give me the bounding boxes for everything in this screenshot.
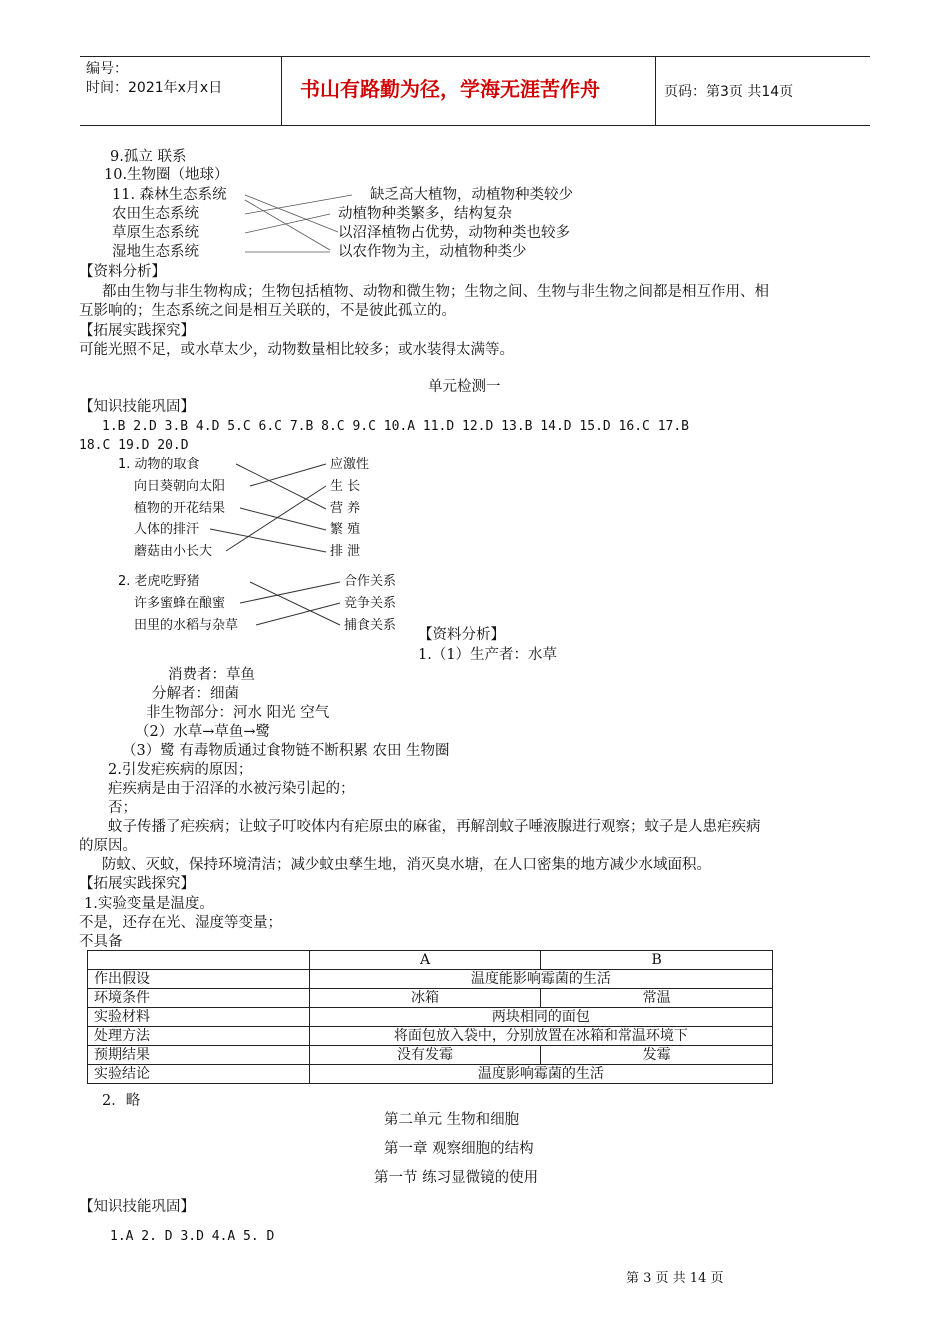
table-cell: 两块相同的面包 — [309, 1008, 772, 1027]
match1-right-item: 排 泄 — [330, 544, 361, 559]
analysis2-decomposer: 分解者：细菌 — [152, 686, 239, 702]
practice-text: 可能光照不足，或水草太少，动物数量相比较多；或水装得太满等。 — [79, 342, 514, 358]
header-number: 编号： — [86, 61, 128, 77]
answers-row: 18.C 19.D 20.D — [79, 438, 189, 453]
analysis2-q1-2: （2）水草→草鱼→鹭 — [135, 724, 271, 740]
header-page-indicator: 页码：第3页 共14页 — [664, 84, 794, 100]
table-header-a: A — [309, 951, 541, 970]
practice2-p2: 不是，还存在光、湿度等变量； — [79, 915, 282, 931]
practice2-p3: 不具备 — [79, 934, 123, 950]
analysis2-q2-c: 的原因。 — [79, 838, 137, 854]
match1-right-item: 应激性 — [330, 457, 370, 472]
match1-right-item: 繁 殖 — [330, 522, 361, 537]
match11-left-item: 11. 森林生态系统 — [112, 187, 227, 203]
table-row-label: 环境条件 — [88, 989, 310, 1008]
header-time: 时间：2021年x月x日 — [86, 80, 223, 96]
match2-right-item: 捕食关系 — [344, 618, 397, 633]
header-motto: 书山有路勤为径，学海无涯苦作舟 — [300, 77, 600, 101]
answer-9: 9.孤立 联系 — [110, 149, 187, 165]
match2-left-item: 许多蜜蜂在酿蜜 — [134, 596, 226, 611]
table-cell: 温度影响霉菌的生活 — [309, 1065, 772, 1084]
match2-right-item: 竞争关系 — [344, 596, 397, 611]
match2-right-item: 合作关系 — [344, 574, 397, 589]
table-cell: 没有发霉 — [309, 1046, 541, 1065]
analysis2-consumer: 消费者：草鱼 — [168, 667, 255, 683]
match11-right-item: 动植物种类繁多，结构复杂 — [338, 206, 512, 222]
analysis-text: 都由生物与非生物构成；生物包括植物、动物和微生物；生物之间、生物与非生物之间都是相互作用、相 — [102, 284, 769, 300]
match1-left-item: 人体的排汗 — [134, 522, 200, 537]
table-row-label: 实验结论 — [88, 1065, 310, 1084]
analysis2-q2-b: 否； — [108, 800, 137, 816]
match11-left-item: 草原生态系统 — [112, 225, 199, 241]
match11-right-item: 缺乏高大植物，动植物种类较少 — [370, 187, 573, 203]
table-row-label: 处理方法 — [88, 1027, 310, 1046]
match1-left-item: 植物的开花结果 — [134, 501, 226, 516]
table-row-label: 实验材料 — [88, 1008, 310, 1027]
analysis-heading: 【资料分析】 — [79, 264, 166, 280]
analysis2-abiotic: 非生物部分：河水 阳光 空气 — [146, 705, 330, 721]
analysis-text: 互影响的；生态系统之间是相互关联的，不是彼此孤立的。 — [79, 303, 456, 319]
analysis2-q2-d: 防蚊、灭蚊，保持环境清洁；减少蚊虫孳生地，消灭臭水塘，在人口密集的地方减少水域面积。 — [102, 857, 711, 873]
match1-right-item: 生 长 — [330, 479, 361, 494]
match2-left-item: 田里的水稻与杂草 — [134, 618, 239, 633]
analysis2-q1: 1.（1）生产者：水草 — [418, 647, 558, 663]
match1-left-item: 1. 动物的取食 — [118, 457, 200, 472]
table-row — [88, 970, 773, 989]
table-cell: 温度能影响霉菌的生活 — [309, 970, 772, 989]
section-title: 第一节 练习显微镜的使用 — [374, 1170, 539, 1186]
match2-left-item: 2. 老虎吃野猪 — [118, 574, 200, 589]
match2-line — [240, 582, 340, 603]
answer-10: 10.生物圈（地球） — [104, 167, 229, 183]
match2-line — [250, 582, 340, 625]
table-row — [88, 989, 773, 1008]
table-row — [88, 1046, 773, 1065]
experiment-table — [87, 950, 773, 1084]
table-cell: 发霉 — [541, 1046, 773, 1065]
table-row — [88, 1008, 773, 1027]
answers-row: 1.B 2.D 3.B 4.D 5.C 6.C 7.B 8.C 9.C 10.A 11.D 12.D 13.B 14.D 15.D 16.C 17.B — [102, 419, 689, 434]
chapter-title: 第一章 观察细胞的结构 — [384, 1141, 534, 1157]
table-row-label: 作出假设 — [88, 970, 310, 989]
unit-title: 单元检测一 — [428, 379, 501, 395]
footer-page-number: 第 3 页 共 14 页 — [626, 1271, 724, 1286]
match11-right-item: 以沼泽植物占优势，动物种类也较多 — [338, 225, 570, 241]
unit2-title: 第二单元 生物和细胞 — [384, 1112, 520, 1128]
table-cell: 冰箱 — [309, 989, 541, 1008]
table-row — [88, 1065, 773, 1084]
table-header-b: B — [541, 951, 773, 970]
skills-heading: 【知识技能巩固】 — [79, 399, 195, 415]
analysis2-q1-3: （3）鹭 有毒物质通过食物链不断积累 农田 生物圈 — [122, 743, 450, 759]
match11-left-item: 农田生态系统 — [112, 206, 199, 222]
analysis2-heading: 【资料分析】 — [418, 627, 505, 643]
answer-2-brief: 2．略 — [102, 1093, 141, 1109]
table-cell — [88, 951, 310, 970]
practice2-p1: 1.实验变量是温度。 — [84, 896, 214, 912]
table-cell: 常温 — [541, 989, 773, 1008]
match11-right-item: 以农作物为主，动植物种类少 — [338, 244, 527, 260]
match1-right-item: 营 养 — [330, 501, 361, 516]
skills-heading-2: 【知识技能巩固】 — [79, 1199, 195, 1215]
table-cell: 将面包放入袋中，分别放置在冰箱和常温环境下 — [309, 1027, 772, 1046]
analysis2-q2: 2.引发疟疾病的原因； — [108, 762, 253, 778]
answers-row-2: 1.A 2. D 3.D 4.A 5. D — [110, 1229, 275, 1244]
match2-line — [256, 603, 340, 625]
analysis2-q2-c: 蚊子传播了疟疾病；让蚊子叮咬体内有疟原虫的麻雀，再解剖蚊子唾液腺进行观察；蚊子是人患疟疾病 — [108, 819, 761, 835]
match1-left-item: 蘑菇由小长大 — [134, 544, 213, 559]
practice-heading: 【拓展实践探究】 — [79, 323, 195, 339]
match1-left-item: 向日葵朝向太阳 — [134, 479, 226, 494]
table-row-label: 预期结果 — [88, 1046, 310, 1065]
table-row — [88, 951, 773, 970]
practice2-heading: 【拓展实践探究】 — [79, 876, 195, 892]
table-row — [88, 1027, 773, 1046]
match11-left-item: 湿地生态系统 — [112, 244, 199, 260]
analysis2-q2-a: 疟疾病是由于沼泽的水被污染引起的； — [108, 781, 355, 797]
